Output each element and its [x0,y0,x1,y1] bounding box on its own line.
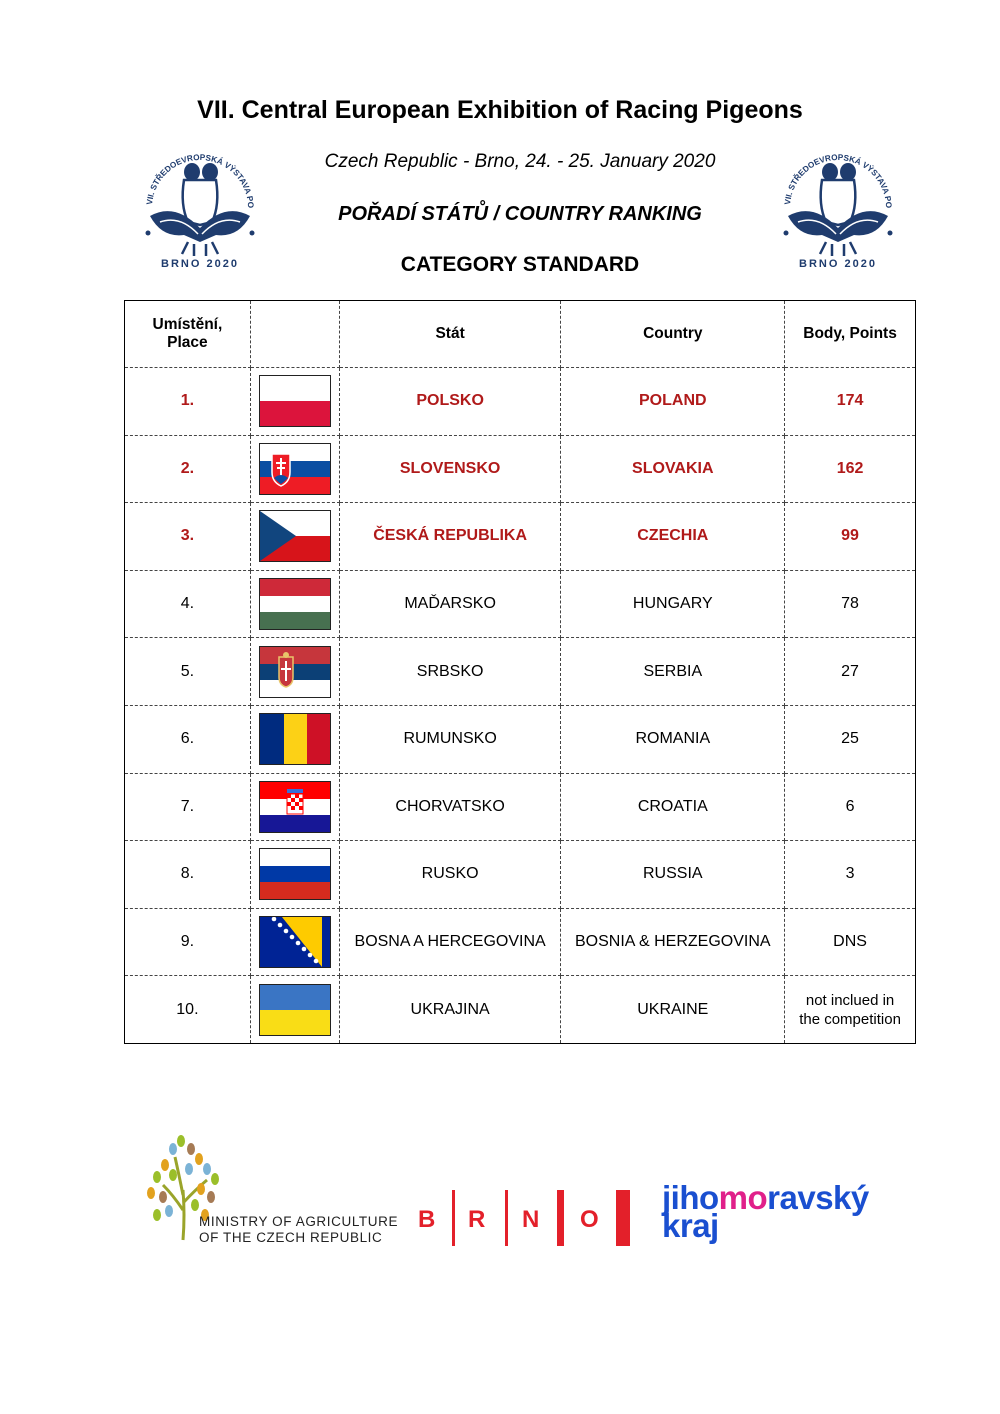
event-subtitle: Czech Republic - Brno, 24. - 25. January 2020 [324,151,716,172]
flag-cell [250,503,339,571]
country-cell: CZECHIA [561,503,785,571]
header-state: Stát [339,301,561,368]
hungary-flag-icon [259,578,331,630]
state-cell: SRBSKO [339,638,561,706]
table-row [125,435,916,503]
table-row [125,773,916,841]
croatia-flag-icon [259,781,331,833]
points-cell: 25 [785,705,916,773]
flag-cell [250,570,339,638]
points-cell: 78 [785,570,916,638]
country-cell: RUSSIA [561,841,785,909]
place-cell: 1. [125,368,251,436]
country-cell: BOSNIA & HERZEGOVINA [561,908,785,976]
points-cell: 162 [785,435,916,503]
ministry-line-2: OF THE CZECH REPUBLIC [199,1230,383,1245]
points-cell: 3 [785,841,916,909]
points-cell: 174 [785,368,916,436]
table-row [125,503,916,571]
place-cell: 7. [125,773,251,841]
country-cell: HUNGARY [561,570,785,638]
table-row [125,570,916,638]
flag-cell [250,908,339,976]
ministry-agriculture-name [199,1214,398,1246]
country-cell: SERBIA [561,638,785,706]
svg-text:VII. STŘEDOEVROPSKÁ VÝSTAVA PO: VII. STŘEDOEVROPSKÁ VÝSTAVA PO [783,152,894,209]
brno-logo [418,1188,633,1248]
svg-text:R: R [468,1206,486,1233]
poland-flag-icon [259,375,331,427]
ranking-table [124,300,916,1044]
ministry-line-1: MINISTRY OF AGRICULTURE [199,1214,399,1229]
slovakia-flag-icon [259,443,331,495]
flag-cell [250,435,339,503]
table-row [125,705,916,773]
flag-cell [250,976,339,1044]
points-cell: 99 [785,503,916,571]
ranking-heading: POŘADÍ STÁTŮ / COUNTRY RANKING [338,203,702,225]
country-cell: SLOVAKIA [561,435,785,503]
state-cell: CHORVATSKO [339,773,561,841]
points-cell: DNS [785,908,916,976]
place-cell: 9. [125,908,251,976]
ukraine-flag-icon [259,984,331,1036]
flag-cell [250,638,339,706]
svg-text:BRNO 2020: BRNO 2020 [161,258,239,270]
header-points: Body, Points [785,301,916,368]
place-cell: 3. [125,503,251,571]
points-cell: 27 [785,638,916,706]
country-cell: UKRAINE [561,976,785,1044]
page-title: VII. Central European Exhibition of Racing Pigeons [197,96,803,124]
serbia-flag-icon [259,646,331,698]
czechia-flag-icon [259,510,331,562]
svg-text:N: N [522,1206,540,1233]
flag-cell [250,368,339,436]
bosnia-flag-icon [259,916,331,968]
svg-text:VII. STŘEDOEVROPSKÁ VÝSTAVA PO: VII. STŘEDOEVROPSKÁ VÝSTAVA PO [145,152,256,209]
country-cell: CROATIA [561,773,785,841]
romania-flag-icon [259,713,331,765]
table-row [125,841,916,909]
state-cell: POLSKO [339,368,561,436]
place-cell: 10. [125,976,251,1044]
state-cell: ČESKÁ REPUBLIKA [339,503,561,571]
place-cell: 8. [125,841,251,909]
header-place: Umístění, Place [125,301,251,368]
flag-cell [250,705,339,773]
flag-cell [250,841,339,909]
header-country: Country [561,301,785,368]
table-row [125,368,916,436]
russia-flag-icon [259,848,331,900]
state-cell: SLOVENSKO [339,435,561,503]
jihomoravsky-kraj-logo: jihomoravský kraj [662,1179,869,1244]
points-cell: not inclued in the competition [785,976,916,1044]
place-cell: 4. [125,570,251,638]
header-flag [250,301,339,368]
svg-text:O: O [580,1206,599,1233]
state-cell: RUSKO [339,841,561,909]
points-cell: 6 [785,773,916,841]
place-cell: 5. [125,638,251,706]
place-cell: 2. [125,435,251,503]
state-cell: BOSNA A HERCEGOVINA [339,908,561,976]
table-header-row [125,301,916,368]
table-row [125,908,916,976]
flag-cell [250,773,339,841]
state-cell: UKRAJINA [339,976,561,1044]
svg-text:B: B [418,1206,436,1233]
country-cell: ROMANIA [561,705,785,773]
state-cell: RUMUNSKO [339,705,561,773]
table-row [125,638,916,706]
state-cell: MAĎARSKO [339,570,561,638]
place-cell: 6. [125,705,251,773]
country-cell: POLAND [561,368,785,436]
category-heading: CATEGORY STANDARD [400,253,640,276]
table-row [125,976,916,1044]
svg-text:BRNO 2020: BRNO 2020 [799,258,877,270]
